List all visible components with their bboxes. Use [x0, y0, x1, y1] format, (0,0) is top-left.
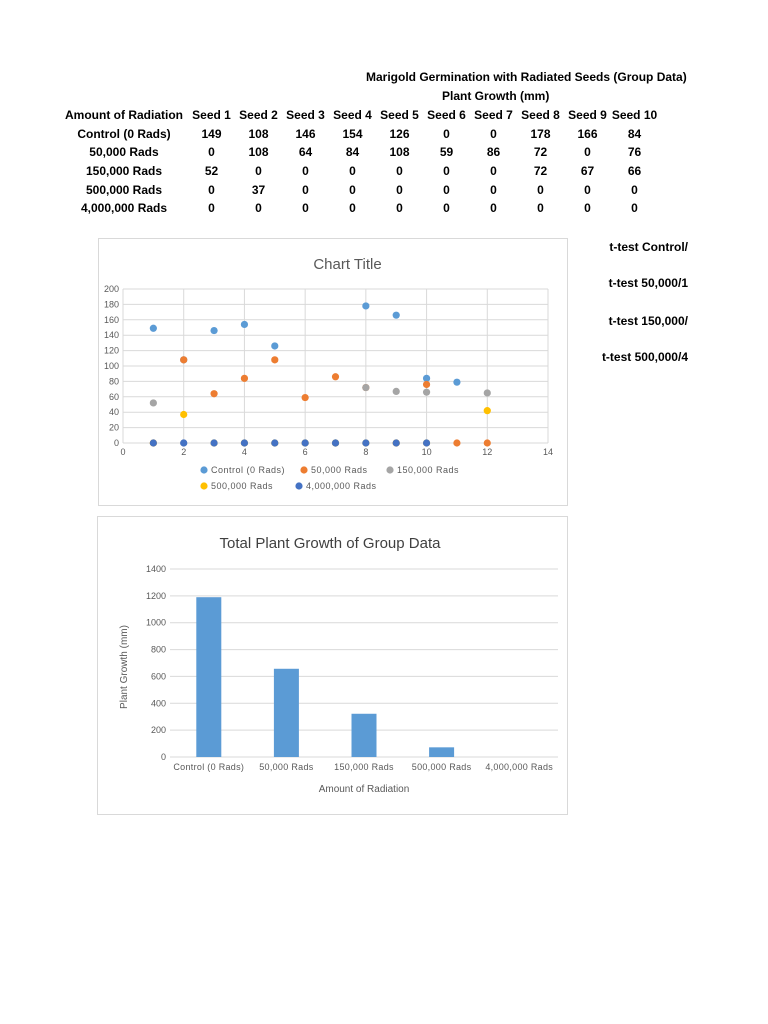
bar-chart [97, 516, 568, 815]
y-tick-label: 180 [103, 299, 119, 310]
table-cell: 72 [533, 164, 548, 179]
col-header: Seed 6 [427, 108, 466, 123]
bar [429, 747, 454, 757]
table-cell: 76 [627, 145, 642, 160]
table-cell: 0 [443, 182, 450, 197]
table-cell: 0 [631, 182, 638, 197]
chart-title: Chart Title [313, 256, 382, 273]
legend-marker [200, 482, 207, 489]
y-tick-label: 400 [150, 698, 166, 709]
scatter-point [210, 439, 217, 446]
table-cell: 0 [490, 201, 497, 216]
x-tick-label: Control (0 Rads) [173, 762, 245, 772]
table-cell: 84 [627, 126, 642, 141]
legend-label: 4,000,000 Rads [306, 481, 377, 491]
scatter-point [241, 375, 248, 382]
scatter-point [302, 439, 309, 446]
x-tick-label: 4 [241, 447, 247, 457]
ttest-label: t-test 150,000/ [608, 314, 688, 328]
table-cell: 0 [302, 201, 309, 216]
table-row [60, 125, 658, 144]
table-cell: 0 [208, 201, 215, 216]
scatter-point [271, 342, 278, 349]
table-cell: 0 [490, 182, 497, 197]
y-tick-label: 120 [103, 345, 119, 356]
table-subtitle: Plant Growth (mm) [442, 89, 550, 103]
y-tick-label: 600 [150, 671, 166, 682]
row-label: 4,000,000 Rads [80, 201, 168, 216]
table-cell: 37 [251, 182, 266, 197]
table-cell: 59 [439, 145, 454, 160]
col-header: Seed 10 [611, 108, 658, 123]
y-tick-label: 1200 [145, 590, 166, 601]
y-axis-label: Plant Growth (mm) [119, 625, 130, 709]
x-tick-label: 10 [421, 447, 432, 457]
x-axis-label: Amount of Radiation [318, 784, 410, 795]
y-tick-label: 60 [108, 391, 119, 402]
col-header: Seed 3 [286, 108, 325, 123]
legend-label: 150,000 Rads [397, 465, 460, 475]
scatter-point [423, 375, 430, 382]
table-cell: 126 [389, 126, 410, 141]
y-tick-label: 40 [108, 407, 119, 418]
legend-label: 500,000 Rads [211, 481, 274, 491]
table-cell: 0 [490, 126, 497, 141]
row-header-label: Amount of Radiation [65, 108, 183, 123]
row-label: 50,000 Rads [89, 145, 159, 160]
scatter-point [393, 439, 400, 446]
col-header: Seed 1 [192, 108, 231, 123]
scatter-point [210, 390, 217, 397]
table-cell: 64 [298, 145, 313, 160]
table-cell: 0 [302, 164, 309, 179]
table-cell: 0 [396, 164, 403, 179]
x-tick-label: 0 [120, 447, 126, 457]
table-cell: 108 [389, 145, 410, 160]
scatter-point [150, 325, 157, 332]
y-tick-label: 80 [108, 376, 119, 387]
table-cell: 84 [345, 145, 360, 160]
legend-label: 50,000 Rads [311, 465, 368, 475]
x-tick-label: 4,000,000 Rads [485, 762, 554, 772]
table-cell: 0 [537, 182, 544, 197]
scatter-svg [99, 239, 567, 505]
scatter-point [453, 379, 460, 386]
scatter-point [362, 384, 369, 391]
table-row [60, 143, 658, 162]
table-cell: 67 [580, 164, 595, 179]
y-tick-label: 800 [150, 644, 166, 655]
table-cell: 108 [248, 126, 269, 141]
legend-label: Control (0 Rads) [211, 465, 286, 475]
row-label: 150,000 Rads [85, 164, 163, 179]
legend-marker [295, 482, 302, 489]
scatter-point [453, 439, 460, 446]
scatter-point [180, 411, 187, 418]
scatter-point [180, 356, 187, 363]
table-cell: 0 [349, 182, 356, 197]
y-tick-label: 100 [103, 361, 119, 371]
scatter-point [423, 439, 430, 446]
table-cell: 0 [208, 182, 215, 197]
table-cell: 0 [349, 201, 356, 216]
y-tick-label: 140 [103, 330, 119, 341]
bar [274, 669, 299, 757]
bar-svg [98, 517, 567, 814]
table-title: Marigold Germination with Radiated Seeds (Group Data) [366, 70, 687, 84]
scatter-point [210, 327, 217, 334]
table-cell: 72 [533, 145, 548, 160]
legend-marker [300, 466, 307, 473]
x-tick-label: 12 [482, 447, 493, 457]
scatter-point [271, 439, 278, 446]
table-cell: 108 [248, 145, 269, 160]
scatter-point [393, 388, 400, 395]
bar [352, 714, 377, 757]
y-tick-label: 0 [160, 752, 166, 762]
scatter-point [332, 439, 339, 446]
col-header: Seed 5 [380, 108, 419, 123]
scatter-point [484, 407, 491, 414]
scatter-point [362, 439, 369, 446]
row-label: Control (0 Rads) [77, 126, 171, 141]
ttest-label: t-test 500,000/4 [601, 350, 688, 364]
table-cell: 0 [396, 182, 403, 197]
scatter-point [423, 381, 430, 388]
y-tick-label: 160 [103, 314, 119, 325]
scatter-point [393, 312, 400, 319]
scatter-point [180, 439, 187, 446]
col-header: Seed 2 [239, 108, 278, 123]
legend-marker [386, 466, 393, 473]
scatter-point [332, 373, 339, 380]
table-cell: 0 [302, 182, 309, 197]
growth-table [60, 106, 658, 218]
ttest-label: t-test 50,000/1 [608, 276, 688, 290]
scatter-point [302, 394, 309, 401]
table-cell: 86 [486, 145, 501, 160]
chart-title: Total Plant Growth of Group Data [219, 535, 441, 552]
table-cell: 66 [627, 164, 642, 179]
bar [196, 597, 221, 757]
table-cell: 0 [443, 126, 450, 141]
x-tick-label: 2 [181, 447, 187, 457]
x-tick-label: 14 [542, 447, 554, 457]
table-row [60, 180, 658, 199]
scatter-chart [98, 238, 568, 506]
table-cell: 178 [530, 126, 551, 141]
y-tick-label: 1000 [145, 617, 166, 628]
x-tick-label: 6 [302, 447, 308, 457]
scatter-point [241, 321, 248, 328]
table-cell: 0 [490, 164, 497, 179]
table-cell: 52 [204, 164, 219, 179]
y-tick-label: 0 [113, 438, 119, 448]
table-cell: 0 [396, 201, 403, 216]
table-cell: 0 [584, 182, 591, 197]
scatter-point [241, 439, 248, 446]
table-cell: 0 [349, 164, 356, 179]
table-cell: 0 [208, 145, 215, 160]
table-cell: 0 [443, 201, 450, 216]
table-cell: 146 [295, 126, 316, 141]
scatter-point [484, 439, 491, 446]
x-tick-label: 50,000 Rads [259, 762, 314, 772]
table-cell: 0 [537, 201, 544, 216]
legend-marker [200, 466, 207, 473]
table-cell: 0 [255, 201, 262, 216]
table-cell: 166 [577, 126, 598, 141]
table-cell: 0 [255, 164, 262, 179]
col-header: Seed 7 [474, 108, 513, 123]
scatter-point [271, 356, 278, 363]
row-label: 500,000 Rads [85, 182, 163, 197]
y-tick-label: 20 [108, 422, 119, 433]
x-tick-label: 150,000 Rads [334, 762, 394, 772]
scatter-point [150, 439, 157, 446]
table-row [60, 162, 658, 181]
y-tick-label: 200 [103, 284, 119, 294]
col-header: Seed 8 [521, 108, 560, 123]
table-cell: 0 [584, 201, 591, 216]
col-header: Seed 9 [568, 108, 607, 123]
y-tick-label: 200 [150, 725, 166, 736]
table-cell: 149 [201, 126, 222, 141]
ttest-label: t-test Control/ [609, 240, 688, 254]
table-cell: 154 [342, 126, 363, 141]
col-header: Seed 4 [333, 108, 372, 123]
table-row [60, 199, 658, 218]
x-tick-label: 500,000 Rads [411, 762, 472, 772]
x-tick-label: 8 [363, 447, 369, 457]
y-tick-label: 1400 [145, 564, 166, 574]
scatter-point [484, 389, 491, 396]
scatter-point [423, 389, 430, 396]
table-cell: 0 [631, 201, 638, 216]
table-cell: 0 [443, 164, 450, 179]
table-header-row [60, 106, 658, 125]
table-cell: 0 [584, 145, 591, 160]
scatter-point [362, 302, 369, 309]
scatter-point [150, 399, 157, 406]
